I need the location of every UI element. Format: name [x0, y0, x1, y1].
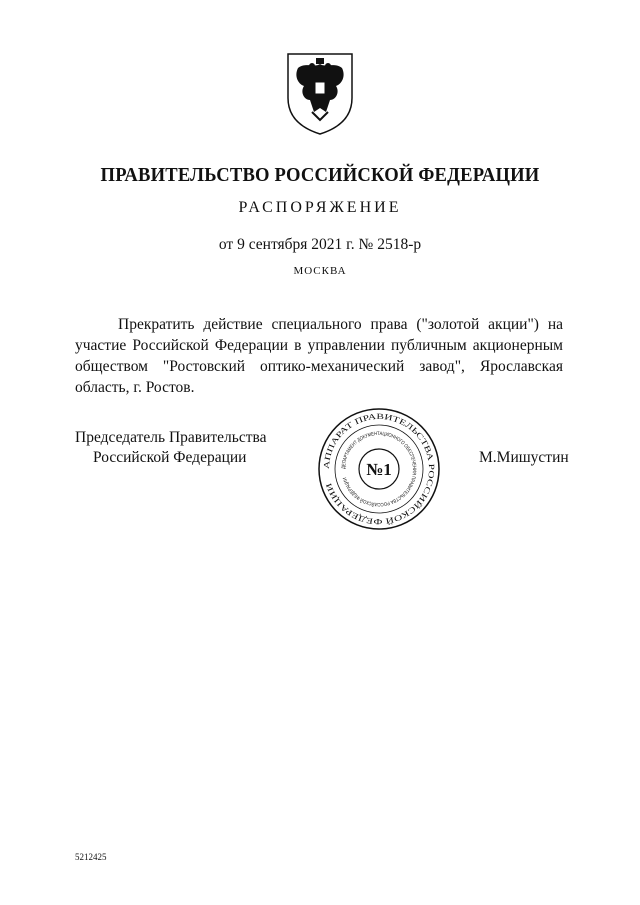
body-line: Прекратить действие специального права ("золотой акции") на: [118, 316, 563, 333]
svg-text:АППАРАТ ПРАВИТЕЛЬСТВА РОССИЙСК: АППАРАТ ПРАВИТЕЛЬСТВА РОССИЙСКОЙ ФЕДЕРАЦИИ: [321, 411, 437, 527]
official-stamp: [318, 408, 440, 530]
body-line: обществом "Ростовский оптико-механический завод", Ярославская: [75, 358, 563, 375]
svg-text:№1: №1: [366, 460, 392, 479]
body-line: область, г. Ростов.: [75, 379, 195, 396]
signer-name: М.Мишустин: [479, 449, 569, 466]
svg-text:ДЕПАРТАМЕНТ ДОКУМЕНТАЦИОННОГО: ДЕПАРТАМЕНТ ДОКУМЕНТАЦИОННОГО ОБЕСПЕЧЕНИЯ ПРАВИТЕЛЬСТВА РОССИЙСКОЙ ФЕДЕРАЦИИ: [340, 430, 418, 508]
document-type: РАСПОРЯЖЕНИЕ: [238, 199, 402, 216]
signer-position-line1: Председатель Правительства: [75, 429, 267, 446]
city: МОСКВА: [293, 265, 347, 277]
date-and-number: от 9 сентября 2021 г. № 2518-р: [218, 236, 422, 253]
document-code: 5212425: [75, 852, 107, 862]
body-line: участие Российской Федерации в управлении публичным акционерным: [75, 337, 563, 354]
coat-of-arms-emblem: [284, 50, 356, 136]
government-title: ПРАВИТЕЛЬСТВО РОССИЙСКОЙ ФЕДЕРАЦИИ: [100, 164, 540, 186]
signer-position-line2: Российской Федерации: [93, 449, 247, 466]
